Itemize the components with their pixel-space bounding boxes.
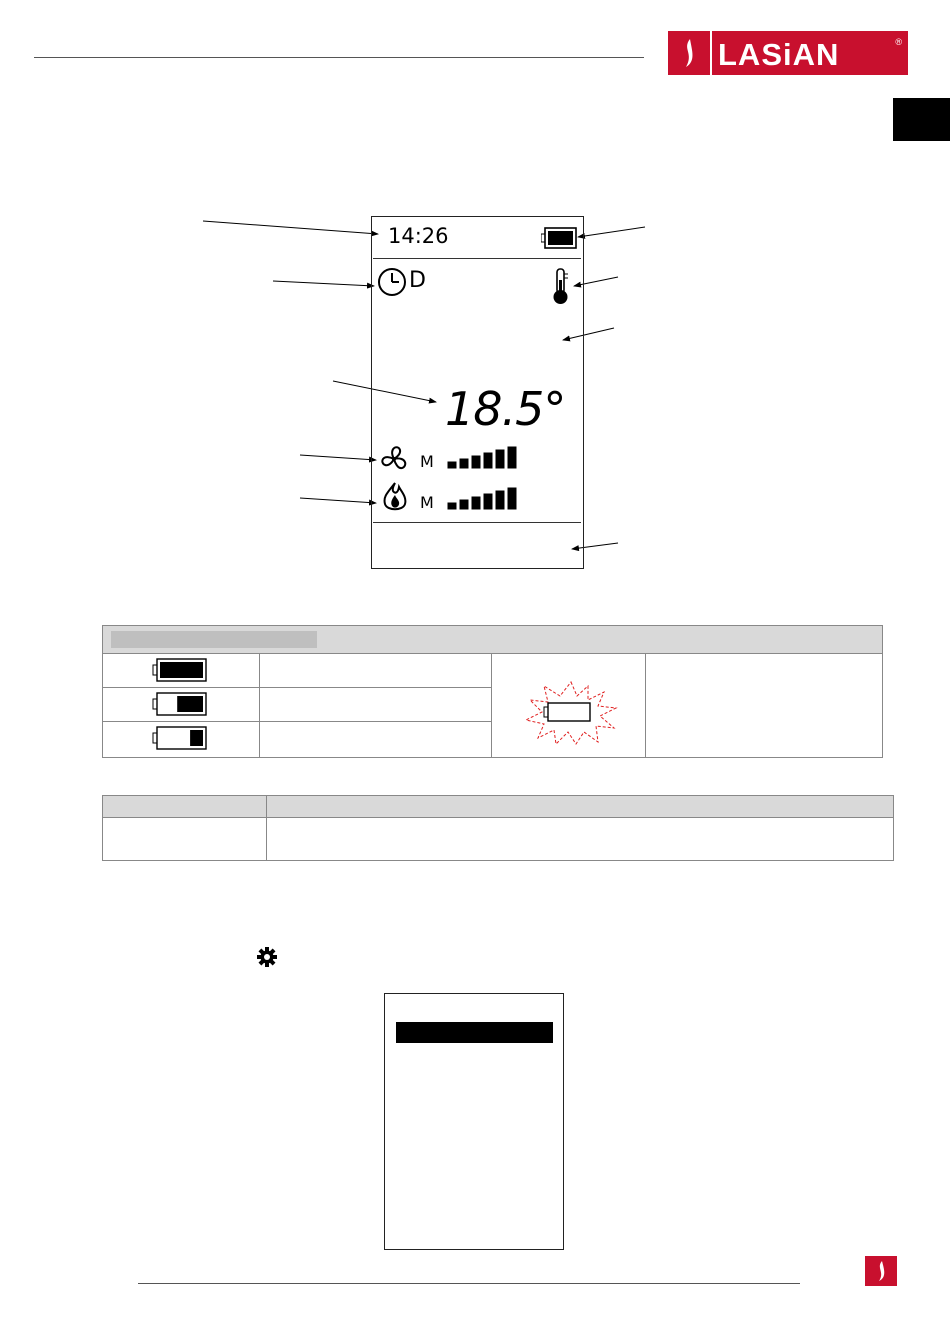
battery-alert-icon (524, 680, 618, 751)
fan-icon (378, 444, 410, 479)
lcd-divider-top (373, 258, 581, 259)
desc-cell-right (266, 817, 894, 861)
lcd-mode-letter: D (409, 268, 426, 293)
gear-icon (256, 946, 278, 973)
footer-rule (138, 1283, 800, 1284)
callout-flame (300, 498, 376, 503)
lcd-divider-bottom (373, 522, 581, 523)
clock-icon (376, 266, 408, 303)
flame-level-letter: M (420, 493, 434, 512)
flame-icon (381, 481, 409, 518)
logo-registered-mark: ® (895, 37, 902, 47)
lcd-clock: 14:26 (388, 224, 449, 248)
fan-level-letter: M (420, 452, 434, 471)
flame-level-bar-6 (508, 488, 516, 509)
desc-header-right (266, 795, 894, 818)
flame-level-bars (446, 487, 526, 511)
thermometer-icon (551, 268, 571, 311)
desc-header-left (102, 795, 267, 818)
lcd-temperature: 18.5° (445, 382, 566, 436)
fan-level-bars (446, 446, 526, 470)
callout-battery (578, 227, 645, 237)
flame-level-bar-2 (460, 500, 468, 509)
fan-level-bar-2 (460, 459, 468, 468)
fan-level-bar-3 (472, 456, 480, 468)
callout-fan (300, 455, 376, 460)
fan-level-bar-1 (448, 462, 456, 468)
logo-wordmark: LASiAN (718, 37, 840, 72)
callout-clock (203, 221, 378, 234)
fan-level-bar-5 (496, 450, 504, 468)
battery-level-3-fill (190, 730, 203, 746)
flame-level-bar-5 (496, 491, 504, 509)
footer-flame-icon (865, 1256, 897, 1286)
battery-level-2-fill (177, 696, 203, 712)
battery-level-icons (102, 625, 883, 758)
menu-selected-item[interactable] (396, 1022, 553, 1043)
flame-level-bar-1 (448, 503, 456, 509)
battery-level-1-fill (160, 662, 203, 678)
flame-level-bar-3 (472, 497, 480, 509)
flame-level-bar-4 (484, 494, 492, 509)
callout-mode (273, 281, 374, 286)
fan-level-bar-6 (508, 447, 516, 468)
fan-level-bar-4 (484, 453, 492, 468)
description-table (102, 795, 894, 861)
battery-icon (541, 227, 577, 254)
desc-cell-left (102, 817, 267, 861)
